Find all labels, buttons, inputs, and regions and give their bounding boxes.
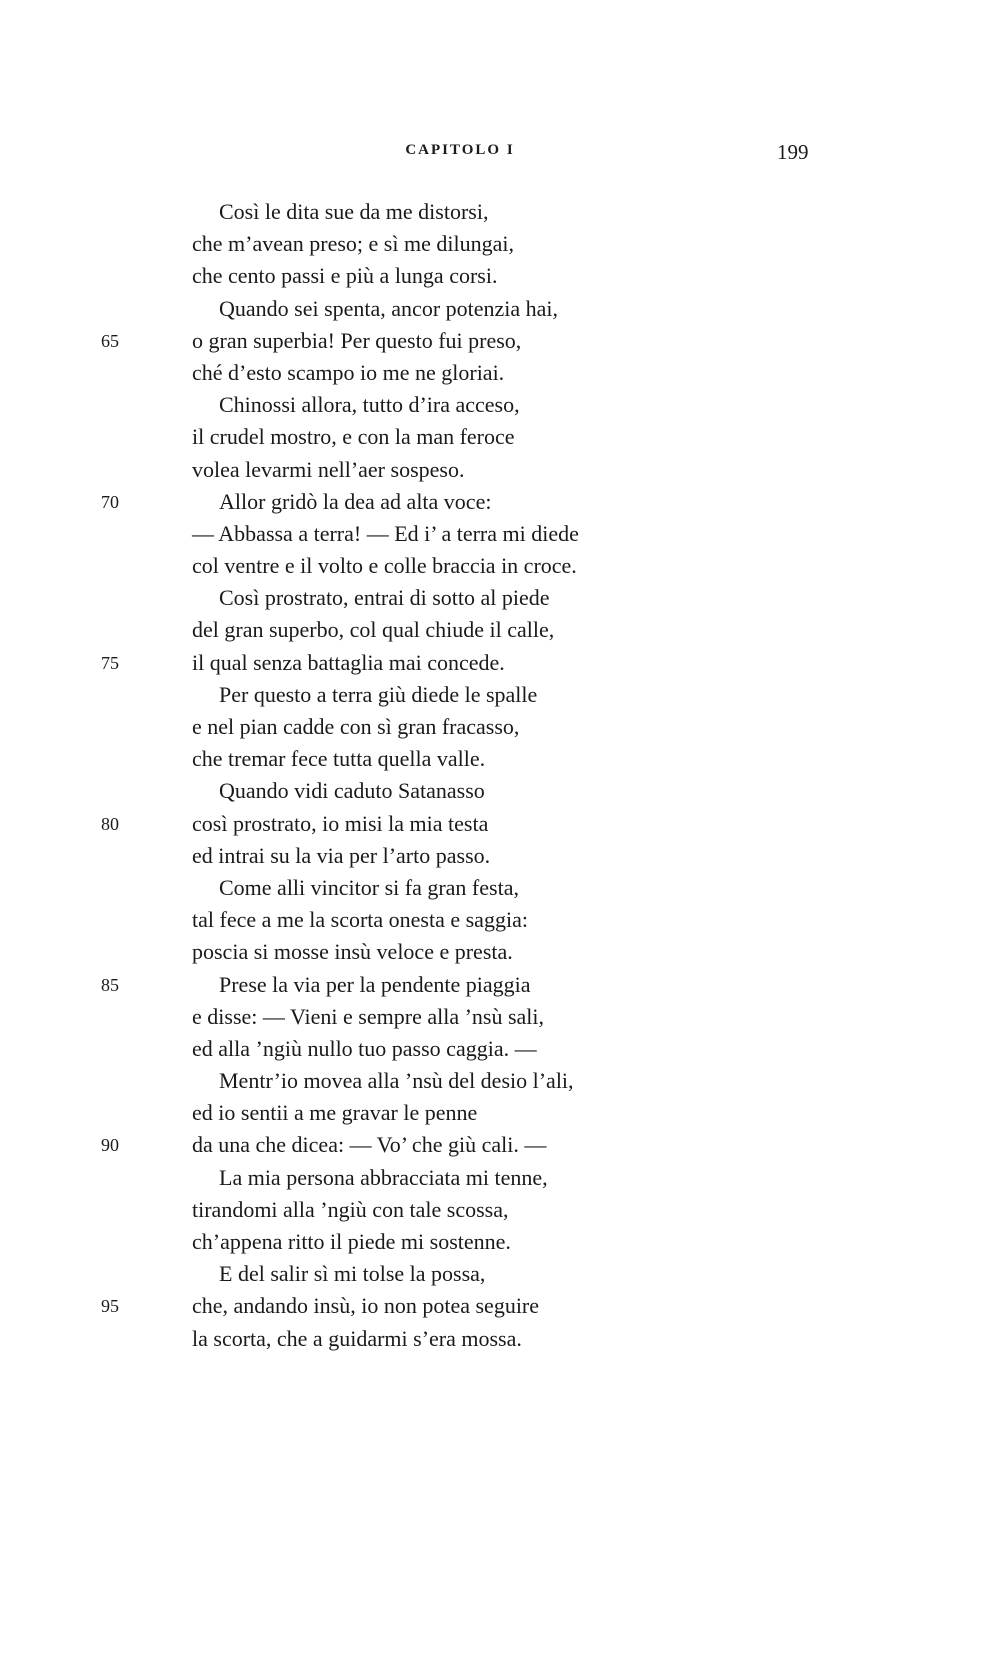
line-number: 85 — [101, 974, 119, 995]
verse-line — [0, 679, 987, 711]
verse-line — [0, 936, 987, 968]
chapter-title: CAPITOLO I — [405, 142, 515, 158]
verse-text: che tremar fece tutta quella valle. — [192, 746, 486, 772]
verse-text: tirandomi alla ’ngiù con tale scossa, — [192, 1196, 509, 1222]
verse-line — [0, 872, 987, 904]
verse-line — [0, 357, 987, 389]
verse-line — [0, 486, 987, 518]
verse-line — [0, 614, 987, 646]
verse-text: del gran superbo, col qual chiude il calle, — [192, 617, 555, 643]
verse-line — [0, 421, 987, 453]
verse-text: — Abbassa a terra! — Ed i’ a terra mi diede — [192, 520, 579, 546]
verse-text: Prese la via per la pendente piaggia — [219, 971, 531, 997]
verse-line — [0, 518, 987, 550]
line-number: 75 — [101, 652, 119, 673]
line-number: 65 — [101, 330, 119, 351]
verse-text: ed intrai su la via per l’arto passo. — [192, 842, 491, 868]
verse-line — [0, 775, 987, 807]
poem-body — [0, 196, 987, 1355]
verse-line — [0, 808, 987, 840]
verse-text: da una che dicea: — Vo’ che giù cali. — — [192, 1132, 547, 1158]
verse-line — [0, 969, 987, 1001]
verse-line — [0, 389, 987, 421]
verse-text: col ventre e il volto e colle braccia in croce. — [192, 553, 577, 579]
verse-text: che, andando insù, io non potea seguire — [192, 1293, 540, 1319]
verse-line — [0, 454, 987, 486]
verse-text: E del salir sì mi tolse la possa, — [219, 1261, 486, 1287]
verse-text: La mia persona abbracciata mi tenne, — [219, 1164, 548, 1190]
verse-text: o gran superbia! Per questo fui preso, — [192, 327, 522, 353]
verse-line — [0, 1194, 987, 1226]
verse-text: e disse: — Vieni e sempre alla ’nsù sali, — [192, 1003, 545, 1029]
verse-text: e nel pian cadde con sì gran fracasso, — [192, 714, 520, 739]
verse-line — [0, 904, 987, 936]
verse-text: la scorta, che a guidarmi s’era mossa. — [192, 1325, 522, 1351]
line-number: 90 — [101, 1135, 119, 1156]
verse-line — [0, 293, 987, 325]
verse-line — [0, 1290, 987, 1322]
verse-text: Così le dita sue da me distorsi, — [219, 199, 489, 224]
verse-line — [0, 711, 987, 743]
verse-line — [0, 228, 987, 260]
verse-text: il qual senza battaglia mai concede. — [192, 649, 505, 675]
verse-line — [0, 260, 987, 292]
verse-text: ed alla ’ngiù nullo tuo passo caggia. — — [192, 1035, 537, 1061]
verse-text: che m’avean preso; e sì me dilungai, — [192, 231, 514, 257]
verse-line — [0, 582, 987, 614]
verse-line — [0, 550, 987, 582]
verse-text: il crudel mostro, e con la man feroce — [192, 424, 515, 450]
verse-text: Per questo a terra giù diede le spalle — [219, 681, 538, 707]
verse-text: Quando vidi caduto Satanasso — [219, 778, 485, 804]
verse-line — [0, 1033, 987, 1065]
verse-line — [0, 1065, 987, 1097]
verse-text: Quando sei spenta, ancor potenzia hai, — [219, 295, 559, 321]
verse-line — [0, 1162, 987, 1194]
verse-line — [0, 1258, 987, 1290]
verse-text: Come alli vincitor si fa gran festa, — [219, 874, 519, 900]
verse-text: Allor gridò la dea ad alta voce: — [219, 488, 492, 514]
verse-text: Così prostrato, entrai di sotto al piede — [219, 585, 550, 611]
verse-line — [0, 196, 987, 228]
verse-text: tal fece a me la scorta onesta e saggia: — [192, 907, 528, 933]
verse-line — [0, 1226, 987, 1258]
verse-line — [0, 1001, 987, 1033]
verse-text: ed io sentii a me gravar le penne — [192, 1100, 478, 1126]
verse-text: Chinossi allora, tutto d’ira acceso, — [219, 392, 520, 418]
verse-line — [0, 840, 987, 872]
line-number: 70 — [101, 491, 119, 512]
verse-text: che cento passi e più a lunga corsi. — [192, 263, 498, 289]
verse-line — [0, 1129, 987, 1161]
verse-line — [0, 1323, 987, 1355]
verse-text: ché d’esto scampo io me ne gloriai. — [192, 359, 505, 385]
line-number: 80 — [101, 813, 119, 834]
verse-text: poscia si mosse insù veloce e presta. — [192, 939, 513, 965]
verse-line — [0, 743, 987, 775]
verse-line — [0, 647, 987, 679]
verse-text: Mentr’io movea alla ’nsù del desio l’ali, — [219, 1068, 574, 1094]
verse-text: volea levarmi nell’aer sospeso. — [192, 456, 465, 482]
verse-text: ch’appena ritto il piede mi sostenne. — [192, 1229, 511, 1254]
verse-text: così prostrato, io misi la mia testa — [192, 810, 489, 836]
verse-line — [0, 325, 987, 357]
verse-line — [0, 1097, 987, 1129]
page-number: 199 — [777, 140, 809, 164]
line-number: 95 — [101, 1296, 119, 1317]
